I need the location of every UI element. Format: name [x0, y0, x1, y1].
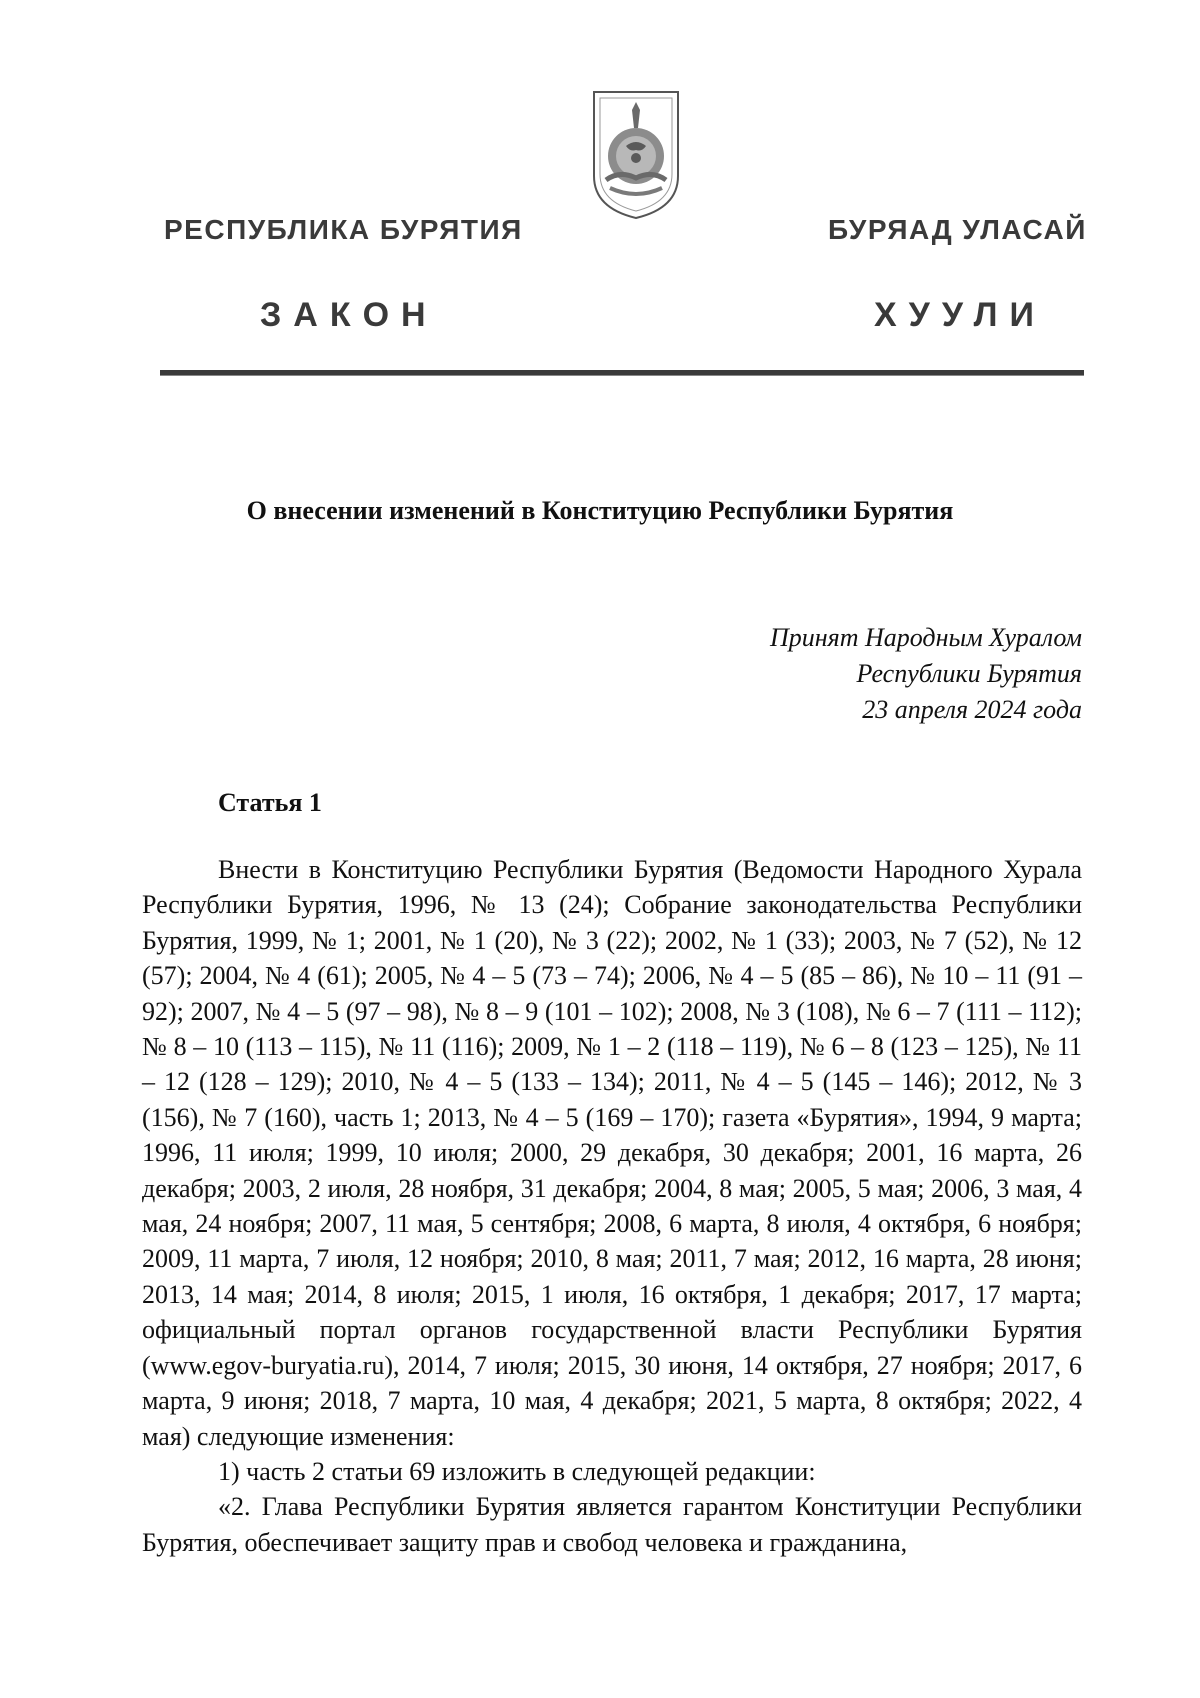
- republic-name-buryat: БУРЯАД УЛАСАЙ: [828, 214, 1087, 245]
- paragraph: «2. Глава Республики Бурятия является гарантом Конституции Республики Бурятия, обеспечивает защиту прав и свобод человека и гражданина,: [142, 1492, 1082, 1557]
- header-divider: [160, 370, 1084, 376]
- adoption-note: [662, 620, 1082, 728]
- paragraph: 1) часть 2 статьи 69 изложить в следующей редакции:: [218, 1456, 816, 1486]
- article-body: [142, 852, 1082, 1560]
- law-label-russian: ЗАКОН: [260, 296, 438, 334]
- article-heading: Статья 1: [218, 788, 322, 817]
- republic-name-russian: РЕСПУБЛИКА БУРЯТИЯ: [164, 214, 523, 245]
- adoption-line-1: Принят Народным Хуралом: [769, 623, 1082, 652]
- document-title: О внесении изменений в Конституцию Республики Бурятия: [246, 496, 954, 525]
- adoption-line-2: Республики Бурятия: [856, 659, 1082, 688]
- adoption-line-3: 23 апреля 2024 года: [862, 695, 1082, 724]
- paragraph: Внести в Конституцию Республики Бурятия (Ведомости Народного Хурала Республики Бурятия, 1996, № 13 (24); Собрание законодательства Республики Бурятия, 1999, № 1; 2001, № 1 (20), № 3 (22); 2002, № 1 (33); 2003, № 7 (52), № 12 (57); 2004, № 4 (61); 2005, № 4 – 5 (73 – 74); 2006, № 4 – 5 (85 – 86), № 10 – 11 (91 – 92); 2007, № 4 – 5 (97 – 98), № 8 – 9 (101 – 102); 2008, № 3 (108), № 6 – 7 (111 – 112); № 8 – 10 (113 – 115), № 11 (116); 2009, № 1 – 2 (118 – 119), № 6 – 8 (123 – 125), № 11 – 12 (128 – 129); 2010, № 4 – 5 (133 – 134); 2011, № 4 – 5 (145 – 146); 2012, № 3 (156), № 7 (160), часть 1; 2013, № 4 – 5 (169 – 170); газета «Бурятия», 1994, 9 марта; 1996, 11 июля; 1999, 10 июля; 2000, 29 декабря, 30 декабря; 2001, 16 марта, 26 декабря; 2003, 2 июля, 28 ноября, 31 декабря; 2004, 8 мая; 2005, 5 мая; 2006, 3 мая, 4 мая, 24 ноября; 2007, 11 мая, 5 сентября; 2008, 6 марта, 8 июля, 4 октября, 6 ноября; 2009, 11 марта, 7 июля, 12 ноября; 2010, 8 мая; 2011, 7 мая; 2012, 16 марта, 28 июня; 2013, 14 мая; 2014, 8 июля; 2015, 1 июля, 16 октября, 1 декабря; 2017, 17 марта; официальный портал органов государственной власти Республики Бурятия (www.egov-buryatia.ru), 2014, 7 июля; 2015, 30 июня, 14 октября, 27 ноября; 2017, 6 марта, 9 июня; 2018, 7 марта, 10 мая, 4 декабря; 2021, 5 марта, 8 октября; 2022, 4 мая) следующие изменения:: [142, 855, 1082, 1451]
- law-label-buryat: ХУУЛИ: [874, 296, 1046, 334]
- coat-of-arms-emblem: [590, 88, 682, 222]
